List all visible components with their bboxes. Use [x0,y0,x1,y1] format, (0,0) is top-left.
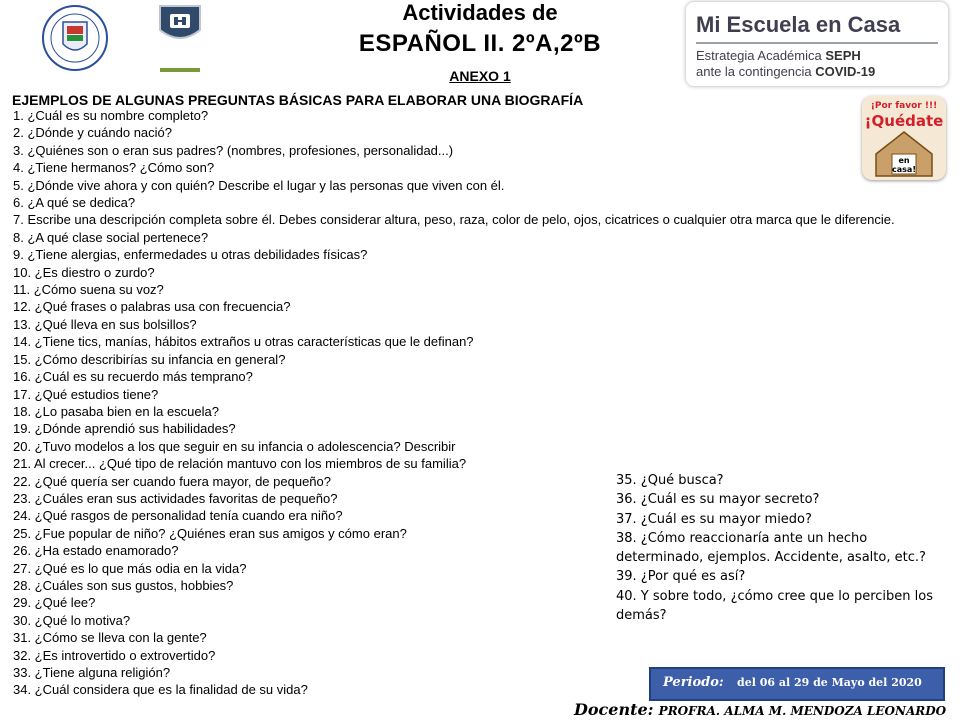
question-item: 40. Y sobre todo, ¿cómo cree que lo perciben los demás? [616,588,934,624]
question-item: 12. ¿Qué frases o palabras usa con frecuencia? [13,299,291,315]
question-item: 16. ¿Cuál es su recuerdo más temprano? [13,369,253,385]
question-item: 13. ¿Qué lleva en sus bolsillos? [13,316,197,332]
question-item: 21. Al crecer... ¿Qué tipo de relación mantuvo con los miembros de su familia? [13,456,467,472]
docente-line [574,700,946,719]
question-item: 14. ¿Tiene tics, manías, hábitos extraños u otras características que le definan? [13,334,474,350]
question-item: 29. ¿Qué lee? [13,595,96,611]
periodo-separator: : [718,675,724,690]
question-item: 25. ¿Fue popular de niño? ¿Quiénes eran sus amigos y cómo eran? [13,525,407,541]
periodo-value: del 06 al 29 de Mayo del 2020 [737,676,922,689]
question-item: 36. ¿Cuál es su mayor secreto? [616,492,820,508]
question-item: 34. ¿Cuál considera que es la finalidad de su vida? [13,682,308,698]
question-item: 26. ¿Ha estado enamorado? [13,543,179,559]
question-item: 33. ¿Tiene alguna religión? [13,665,171,680]
mec-line2-bold: COVID-19 [815,64,876,79]
questions-list-continued [616,471,956,625]
question-item: 4. ¿Tiene hermanos? ¿Cómo son? [13,160,215,176]
docente-label: Docente: [574,700,654,719]
question-item: 8. ¿A qué clase social pertenece? [13,229,209,245]
question-item: 18. ¿Lo pasaba bien en la escuela? [13,403,219,419]
question-item: 9. ¿Tiene alergias, enfermedades u otras debilidades físicas? [13,247,368,263]
annex-label: ANEXO 1 [449,68,511,84]
mec-line2-prefix: ante la contingencia [696,64,816,79]
question-item: 32. ¿Es introvertido o extrovertido? [13,647,216,663]
mi-escuela-en-casa-banner [686,2,948,86]
mec-title: Mi Escuela en Casa [696,12,901,37]
periodo-label-text: Periodo [663,675,719,690]
question-item: 6. ¿A qué se dedica? [13,195,136,211]
question-item: 2. ¿Dónde y cuándo nació? [13,125,172,141]
page-title-line1: Actividades de [402,0,558,25]
periodo-label [663,675,724,690]
periodo-box [649,667,945,701]
question-item: 22. ¿Qué quería ser cuando fuera mayor, de pequeño? [13,473,331,489]
question-item: 10. ¿Es diestro o zurdo? [13,264,155,280]
quedate-top-text: ¡Por favor !!! [870,101,938,111]
mec-line1 [696,48,861,63]
question-item: 11. ¿Cómo suena su voz? [13,282,164,298]
question-item: 39. ¿Por qué es así? [616,569,746,585]
question-item: 20. ¿Tuvo modelos a los que seguir en su infancia o adolescencia? Describir [13,438,456,454]
mec-line1-prefix: Estrategia Académica [696,48,826,63]
quedate-main-text: ¡Quédate [864,112,944,130]
question-item: 27. ¿Qué es lo que más odia en la vida? [13,560,247,576]
question-item: 7. Escribe una descripción completa sobre él. Debes considerar altura, peso, raza, color de pelo, ojos, cicatrices o cualquier otra marca que le diferencie. [13,212,895,228]
page-title-line2: ESPAÑOL II. 2ºA,2ºB [358,30,602,57]
mec-line1-bold: SEPH [825,48,861,63]
question-item: 17. ¿Qué estudios tiene? [13,386,159,402]
question-item: 28. ¿Cuáles son sus gustos, hobbies? [13,577,234,593]
mec-line2 [696,64,875,79]
question-item: 37. ¿Cuál es su mayor miedo? [616,511,812,527]
section-heading: EJEMPLOS DE ALGUNAS PREGUNTAS BÁSICAS PARA ELABORAR UNA BIOGRAFÍA [12,92,584,108]
question-item: 38. ¿Cómo reaccionaría ante un hecho determinado, ejemplos. Accidente, asalto, etc.? [616,530,926,566]
question-item: 1. ¿Cuál es su nombre completo? [13,108,209,123]
quedate-en-text: en [898,156,910,165]
question-item: 23. ¿Cuáles eran sus actividades favoritas de pequeño? [13,490,338,506]
quedate-casa-text: casa! [892,165,916,174]
docente-name: PROFRA. ALMA M. MENDOZA LEONARDO [658,704,947,718]
question-item: 31. ¿Cómo se lleva con la gente? [13,630,207,646]
question-item: 15. ¿Cómo describirías su infancia en general? [13,351,286,367]
question-item: 3. ¿Quiénes son o eran sus padres? (nombres, profesiones, personalidad...) [13,142,454,158]
question-item: 30. ¿Qué lo motiva? [13,612,131,628]
mec-divider [696,42,938,44]
question-item: 35. ¿Qué busca? [616,473,724,488]
question-item: 19. ¿Dónde aprendió sus habilidades? [13,421,236,437]
question-item: 24. ¿Qué rasgos de personalidad tenía cuando era niño? [13,508,343,524]
question-item: 5. ¿Dónde vive ahora y con quién? Describe el lugar y las personas que viven con él. [13,177,505,193]
